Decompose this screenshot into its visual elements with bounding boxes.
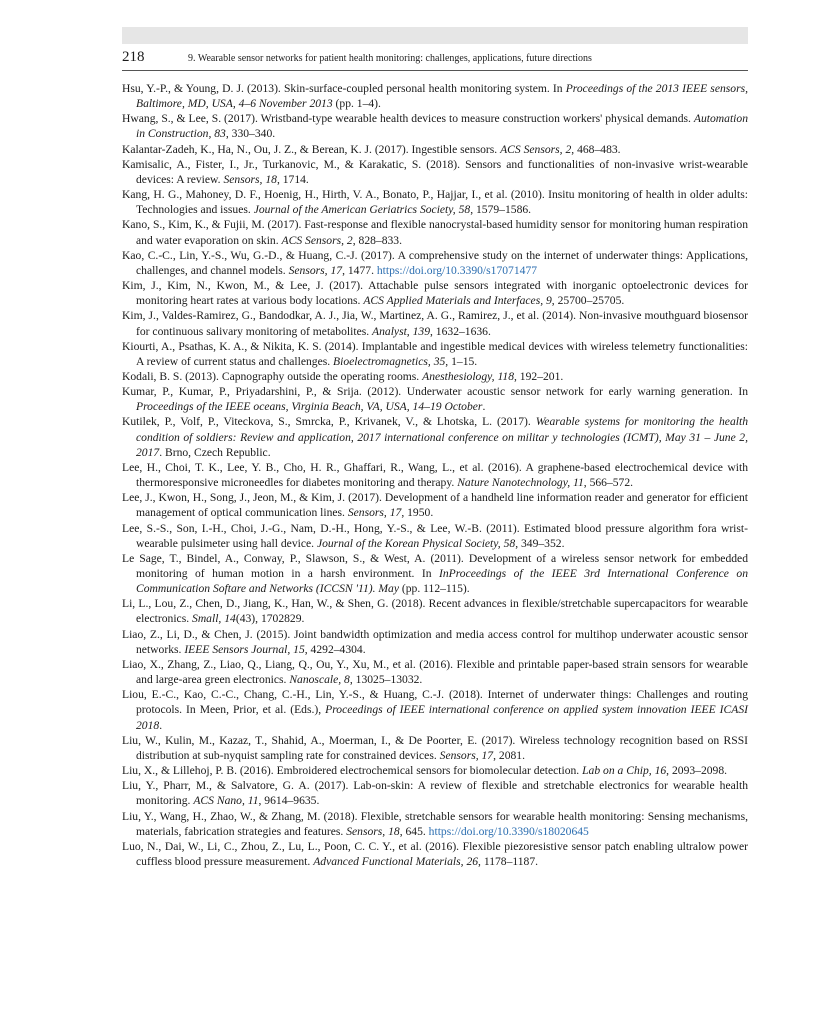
- reference-entry: [122, 657, 748, 687]
- reference-entry: [122, 369, 748, 384]
- reference-pages: , 330–340.: [225, 127, 276, 141]
- reference-text: Liao, X., Zhang, Z., Liao, Q., Liang, Q., Ou, Y., Xu, M., et al. (2016). Flexible and printable paper-based strain sensors for wearable and large-area green electronics.: [122, 657, 748, 687]
- reference-text: Lee, S.-S., Son, I.-H., Choi, J.-G., Nam, D.-H., Hong, Y.-S., & Lee, W.-B. (2011). Estimated blood pressure algorithm fora wrist-wearable pulsimeter using hall device.: [122, 521, 748, 550]
- reference-entry: [122, 384, 748, 414]
- reference-source: ACS Sensors, 2: [500, 142, 572, 156]
- reference-source: ACS Nano, 11: [193, 794, 259, 808]
- reference-source: Sensors, 17: [439, 748, 494, 762]
- reference-pages: , 1–15.: [445, 354, 478, 368]
- reference-source: Nature Nanotechnology, 11: [457, 476, 584, 490]
- reference-source: Proceedings of the 2013 IEEE sensors, Baltimore, MD, USA, 4–6 November 2013: [136, 82, 748, 111]
- reference-text: Kim, J., Kim, N., Kwon, M., & Lee, J. (2017). Attachable pulse sensors integrated with inorganic optoelectronic devices for monitoring heart rates at various body locations.: [122, 279, 748, 308]
- reference-source: Small, 14: [192, 612, 236, 626]
- reference-pages: , 192–201.: [514, 369, 564, 383]
- reference-entry: [122, 839, 748, 869]
- reference-entry: [122, 521, 748, 551]
- reference-pages: , 25700–25705.: [551, 294, 625, 308]
- reference-entry: [122, 217, 748, 247]
- reference-source: Nanoscale, 8: [289, 673, 350, 687]
- reference-text: Liao, Z., Li, D., & Chen, J. (2015). Joint bandwidth optimization and media access control for multihop underwater acoustic sensor networks.: [122, 627, 748, 656]
- reference-source: Anesthesiology, 118: [422, 369, 514, 383]
- reference-entry: [122, 763, 748, 778]
- doi-link[interactable]: https://doi.org/10.3390/s17071477: [376, 263, 538, 277]
- reference-text: Kao, C.-C., Lin, Y.-S., Wu, G.-D., & Huang, C.-J. (2017). A comprehensive study on the internet of underwater things: Applications, challenges, and channel models.: [122, 248, 748, 277]
- reference-pages: (43), 1702829.: [235, 612, 305, 626]
- reference-text: Hsu, Y.-P., & Young, D. J. (2013). Skin-surface-coupled personal health monitoring system. In: [122, 82, 566, 95]
- reference-text: Kim, J., Valdes-Ramirez, G., Bandodkar, A. J., Jia, W., Martinez, A. G., Ramirez, J., et al. (2014). Non-invasive mouthguard biosensor for continuous salivary monitoring of metabolites.: [122, 309, 748, 338]
- reference-pages: , 645.: [399, 824, 429, 838]
- reference-entry: [122, 414, 748, 459]
- reference-text: Liu, Y., Pharr, M., & Salvatore, G. A. (2017). Lab-on-skin: A review of flexible and stretchable electronics for wearable health monitoring.: [122, 779, 748, 808]
- reference-text: Liou, E.-C., Kao, C.-C., Chang, C.-H., Lin, Y.-S., & Huang, C.-J. (2018). Internet of underwater things: Challenges and routing protocols. In Meen, Prior, et al. (Eds.),: [122, 688, 748, 717]
- reference-source: InProceedings of the IEEE 3rd International Conference on Communication Softare and Networks (ICCSN '11). May: [136, 567, 748, 596]
- reference-pages: , 1579–1586.: [470, 203, 532, 217]
- reference-pages: , 4292–4304.: [304, 642, 366, 656]
- reference-source: Journal of the American Geriatrics Society, 58: [253, 203, 471, 217]
- reference-source: Sensors, 18: [223, 172, 277, 186]
- reference-pages: , 1714.: [276, 172, 309, 186]
- reference-entry: [122, 627, 748, 657]
- reference-source: Sensors, 17: [347, 506, 402, 520]
- reference-source: ACS Sensors, 2: [281, 233, 353, 247]
- reference-pages: , 2081.: [493, 748, 525, 762]
- reference-entry: [122, 809, 748, 839]
- reference-entry: [122, 278, 748, 308]
- reference-text: Luo, N., Dai, W., Li, C., Zhou, Z., Lu, L., Poon, C. C. Y., et al. (2016). Flexible piezoresistive sensor patch enabling ultralow power cuffless blood pressure measurement.: [122, 839, 748, 868]
- reference-text: Kutilek, P., Volf, P., Viteckova, S., Smrcka, P., Krivanek, V., & Lhotska, L. (2017).: [122, 415, 536, 429]
- reference-entry: [122, 687, 748, 732]
- reference-entry: [122, 778, 748, 808]
- reference-text: Li, L., Lou, Z., Chen, D., Jiang, K., Han, W., & Shen, G. (2018). Recent advances in flexible/stretchable supercapacitors for wearable electronics.: [122, 597, 748, 626]
- reference-source: Proceedings of the IEEE oceans, Virginia Beach, VA, USA, 14–19 October: [136, 400, 483, 414]
- reference-entry: [122, 248, 748, 278]
- running-head: 9. Wearable sensor networks for patient health monitoring: challenges, applications, future directions: [188, 53, 592, 64]
- page-number: 218: [122, 49, 145, 65]
- reference-pages: , 1950.: [401, 506, 434, 520]
- reference-entry: [122, 308, 748, 338]
- reference-text: Kang, H. G., Mahoney, D. F., Hoenig, H., Hirth, V. A., Bonato, P., Hajjar, I., et al. (2010). Insitu monitoring of health in older adults: Technologies and issues.: [122, 188, 748, 217]
- reference-source: Journal of the Korean Physical Society, 58: [316, 536, 516, 550]
- reference-text: Kalantar-Zadeh, K., Ha, N., Ou, J. Z., & Berean, K. J. (2017). Ingestible sensors.: [122, 142, 501, 156]
- reference-text: Hwang, S., & Lee, S. (2017). Wristband-type wearable health devices to measure construction workers' physical demands.: [122, 112, 694, 126]
- doi-link[interactable]: https://doi.org/10.3390/s18020645: [428, 824, 589, 838]
- reference-entry: [122, 733, 748, 763]
- reference-entry: [122, 551, 748, 596]
- reference-text: Liu, Y., Wang, H., Zhao, W., & Zhang, M. (2018). Flexible, stretchable sensors for wearable health monitoring: Sensing mechanisms, materials, fabrication strategies and features.: [122, 809, 748, 838]
- reference-pages: (pp. 112–115).: [399, 582, 470, 596]
- reference-pages: . Brno, Czech Republic.: [159, 445, 271, 459]
- reference-entry: [122, 339, 748, 369]
- reference-text: Liu, X., & Lillehoj, P. B. (2016). Embroidered electrochemical sensors for biomolecular detection.: [122, 764, 583, 778]
- reference-pages: , 1632–1636.: [430, 324, 491, 338]
- reference-source: Sensors, 17: [288, 263, 343, 277]
- reference-entry: [122, 157, 748, 187]
- reference-source: Lab on a Chip, 16: [582, 764, 667, 778]
- reference-list: [122, 81, 748, 869]
- reference-text: Kiourti, A., Psathas, K. A., & Nikita, K. S. (2014). Implantable and ingestible medical devices with wireless telemetry functionalities: A review of current status and challenges.: [122, 339, 748, 368]
- reference-source: Advanced Functional Materials, 26: [313, 854, 479, 868]
- reference-entry: [122, 596, 748, 626]
- reference-pages: , 2093–2098.: [666, 764, 728, 778]
- reference-text: Le Sage, T., Bindel, A., Conway, P., Slawson, S., & West, A. (2011). Development of a wireless sensor network for embedded monitoring of human motion in a harsh environment. In: [122, 551, 748, 580]
- reference-text: Kumar, P., Kumar, P., Priyadarshini, P., & Srija. (2012). Underwater acoustic sensor network for early warning generation. In: [122, 385, 748, 399]
- reference-source: Bioelectromagnetics, 35: [333, 354, 446, 368]
- header-band: [122, 27, 748, 44]
- reference-pages: , 566–572.: [583, 476, 634, 490]
- reference-text: Liu, W., Kulin, M., Kazaz, T., Shahid, A., Moerman, I., & De Poorter, E. (2017). Wireless technology recognition based on RSSI distribution at sub-nyquist sampling rate for constrained devices.: [122, 733, 748, 762]
- reference-pages: , 1477.: [342, 263, 377, 277]
- reference-pages: , 13025–13032.: [349, 673, 423, 687]
- reference-entry: [122, 111, 748, 141]
- reference-text: Lee, H., Choi, T. K., Lee, Y. B., Cho, H. R., Ghaffari, R., Wang, L., et al. (2016). A graphene-based electrochemical device with thermoresponsive microneedles for diabetes monitoring and therapy.: [122, 460, 748, 490]
- reference-source: Wearable systems for monitoring the health condition of soldiers: Review and application, 2017 international conference on militar y technologies (ICMT), May 31 – June 2, 2017: [136, 415, 748, 459]
- reference-pages: , 1178–1187.: [478, 854, 539, 868]
- page-header: [122, 49, 748, 66]
- reference-entry: [122, 81, 748, 111]
- reference-pages: .: [159, 718, 163, 732]
- reference-text: Kodali, B. S. (2013). Capnography outside the operating rooms.: [122, 369, 423, 383]
- reference-entry: [122, 460, 748, 490]
- reference-pages: , 828–833.: [352, 233, 402, 247]
- reference-pages: .: [482, 400, 486, 414]
- reference-pages: , 9614–9635.: [258, 794, 320, 808]
- reference-text: Kano, S., Kim, K., & Fujii, M. (2017). Fast-response and flexible nanocrystal-based humidity sensor for monitoring human respiration and water evaporation on skin.: [122, 218, 748, 247]
- reference-source: Analyst, 139: [372, 324, 430, 338]
- reference-source: Proceedings of IEEE international conference on applied system innovation IEEE ICASI 2018: [136, 703, 749, 732]
- reference-source: IEEE Sensors Journal, 15: [184, 642, 305, 656]
- reference-entry: [122, 490, 748, 520]
- reference-pages: (pp. 1–4).: [332, 97, 381, 111]
- reference-pages: , 349–352.: [515, 536, 565, 550]
- reference-source: Automation in Construction, 83: [136, 112, 748, 141]
- reference-source: Sensors, 18: [346, 824, 400, 838]
- header-rule: [122, 70, 748, 71]
- reference-entry: [122, 187, 748, 217]
- reference-text: Lee, J., Kwon, H., Song, J., Jeon, M., & Kim, J. (2017). Development of a handheld line information reader and generator for efficient management of optical communication lines.: [122, 491, 748, 520]
- reference-text: Kamisalic, A., Fister, I., Jr., Turkanovic, M., & Karakatic, S. (2018). Sensors and functionalities of non-invasive wrist-wearable devices: A review.: [122, 157, 748, 186]
- reference-pages: , 468–483.: [571, 142, 621, 156]
- reference-entry: [122, 142, 748, 157]
- reference-source: ACS Applied Materials and Interfaces, 9: [363, 294, 552, 308]
